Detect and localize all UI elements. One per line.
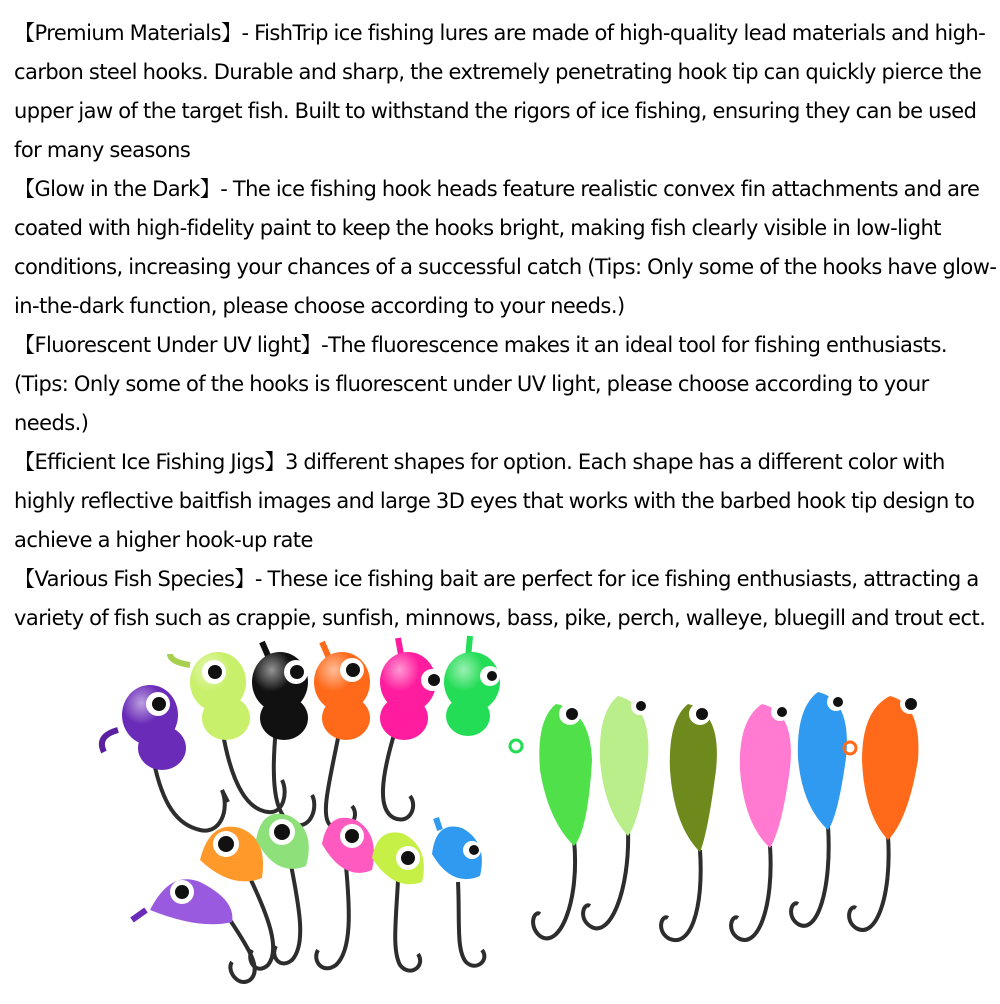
feature-title: 【Glow in the Dark】 — [14, 177, 221, 201]
feature-glow-in-the-dark — [14, 170, 998, 326]
lure-minnow-orange — [844, 694, 920, 930]
feature-title: 【Fluorescent Under UV light】 — [14, 333, 322, 357]
feature-body: -The fluorescence makes it an ideal tool for fishing enthusiasts. (Tips: Only some of the hooks is fluorescent under UV light, please choose according to your needs.) — [14, 333, 947, 435]
feature-efficient-jigs — [14, 443, 998, 560]
lure-teardrop-green — [256, 814, 309, 964]
lure-group-minnow — [510, 692, 920, 940]
lure-minnow-green — [510, 703, 592, 938]
feature-title: 【Various Fish Species】 — [14, 567, 255, 591]
feature-body: - These ice fishing bait are perfect for ice fishing enthusiasts, attracting a variety of fish such as crappie, sunfish, minnows, bass, pike, perch, walleye, bluegill and trout ect. — [14, 567, 986, 630]
lure-magenta — [380, 638, 443, 820]
lure-teardrop-pink — [316, 818, 374, 969]
lure-illustration — [0, 620, 1000, 1000]
lure-minnow-olive — [661, 703, 717, 940]
lure-teardrop-yellow-green — [372, 832, 424, 970]
lure-green — [444, 636, 500, 736]
lure-orange — [314, 642, 370, 829]
lure-minnow-pink — [731, 703, 791, 940]
feature-body: - The ice fishing hook heads feature realistic convex fin attachments and are coated with high-fidelity paint to keep the hooks bright, making fish clearly visible in low-light conditions, increasing your chances of a successful catch (Tips: Only some of the hooks have glow-in-the-dark function, please choose according to your needs.) — [14, 177, 997, 318]
lure-group-bulb — [102, 636, 500, 831]
lure-product-image — [0, 620, 1000, 1000]
lure-minnow-light-green — [583, 696, 649, 928]
lure-group-teardrop — [132, 814, 484, 982]
feature-premium-materials — [14, 14, 998, 170]
feature-title: 【Premium Materials】 — [14, 21, 242, 45]
lure-teardrop-purple — [132, 879, 255, 982]
feature-fluorescent-uv — [14, 326, 998, 443]
product-description — [14, 14, 998, 638]
lure-minnow-blue — [791, 692, 847, 926]
feature-body: 3 different shapes for option. Each shape has a different color with highly reflective baitfish images and large 3D eyes that works with the barbed hook tip design to achieve a higher hook-up rate — [14, 450, 975, 552]
feature-title: 【Efficient Ice Fishing Jigs】 — [14, 450, 285, 474]
feature-body: - FishTrip ice fishing lures are made of high-quality lead materials and high-carbon steel hooks. Durable and sharp, the extremely penetrating hook tip can quickly pierce the upper jaw of the target fish. Built to withstand the rigors of ice fishing, ensuring they can be used for many seasons — [14, 21, 986, 162]
lure-teardrop-blue — [432, 818, 484, 966]
